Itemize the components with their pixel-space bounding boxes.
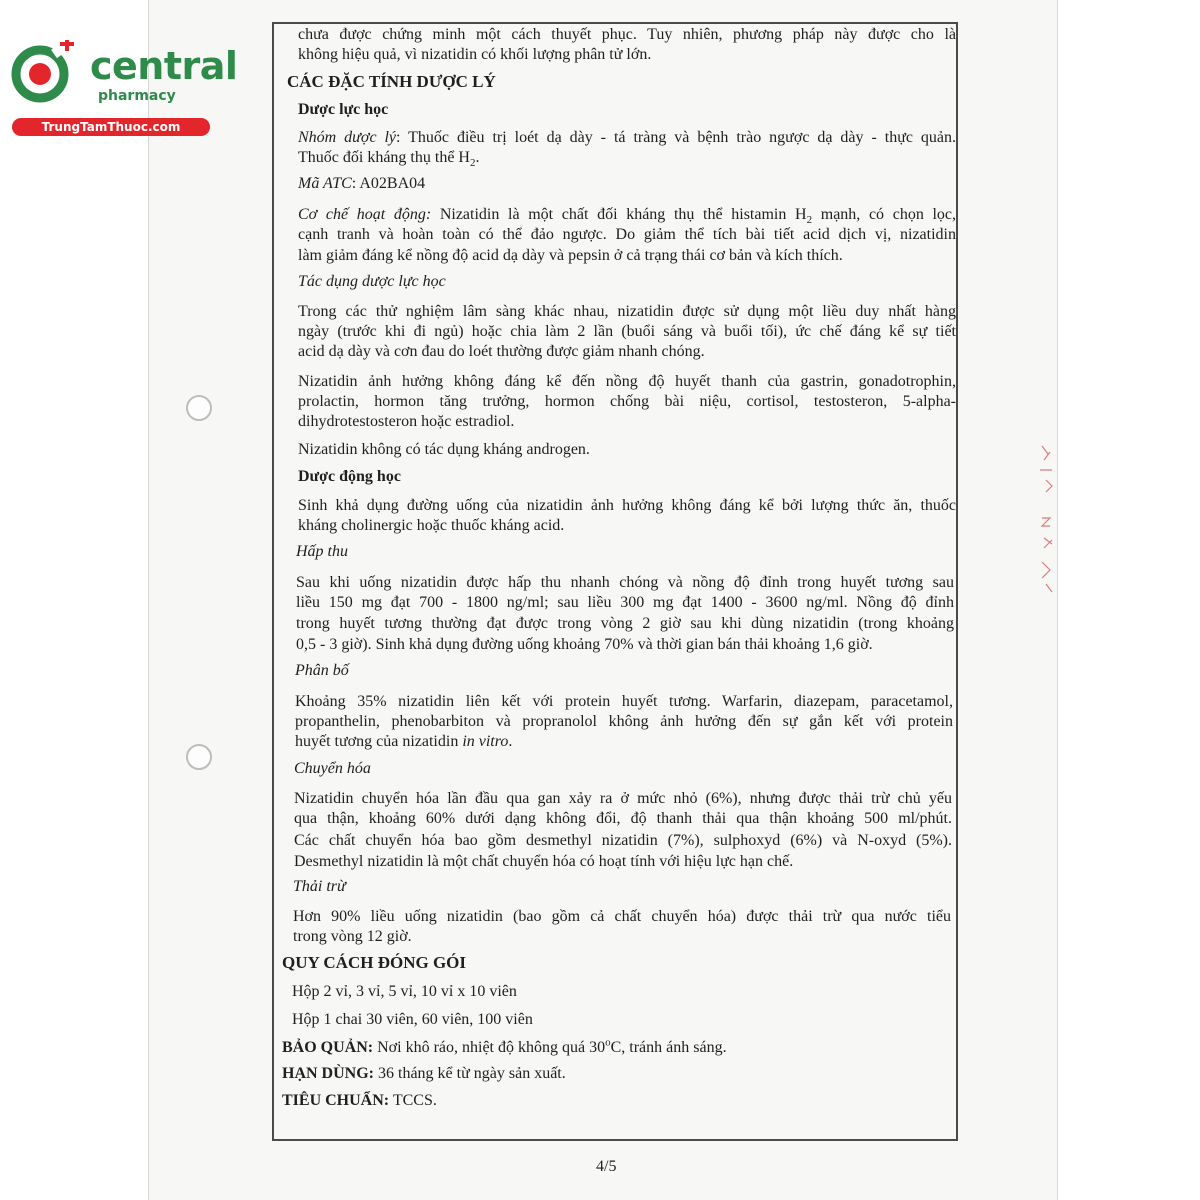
effects-line-6: dihydrotestosteron hoặc estradiol. xyxy=(298,413,515,430)
metabolism-line-2: qua thận, khoảng 60% dưới dạng không đổi, độ thanh thải qua thận khoảng 500 ml/phút. xyxy=(294,810,952,827)
page-number: 4/5 xyxy=(596,1158,617,1175)
intro-line-2: không hiệu quả, vì nizatidin có khối lượng phân tử lớn. xyxy=(298,46,652,63)
absorption-line-1: Sau khi uống nizatidin được hấp thu nhanh chóng và nồng độ đỉnh trong huyết tương sau xyxy=(296,574,954,591)
absorption-line-4: 0,5 - 3 giờ). Sinh khả dụng đường uống khoảng 70% và thời gian bán thải khoảng 1,6 giờ. xyxy=(296,636,873,653)
storage-label: BẢO QUẢN: xyxy=(282,1039,374,1056)
subheading-pharmacokinetics: Dược động học xyxy=(298,468,401,485)
effects-line-1: Trong các thử nghiệm lâm sàng khác nhau, nizatidin được sử dụng một liều duy nhất hàng xyxy=(298,303,956,320)
distribution-label: Phân bố xyxy=(295,662,349,679)
group-text-2-end: . xyxy=(475,149,480,166)
effects-line-4: Nizatidin ảnh hưởng không đáng kể đến nồng độ huyết thanh của gastrin, gonadotrophin, xyxy=(298,373,956,390)
metabolism-line-4: Desmethyl nizatidin là một chất chuyển hóa có hoạt tính với hiệu lực hạn chế. xyxy=(294,853,794,870)
group-text-1: : Thuốc điều trị loét dạ dày - tá tràng và bệnh trào ngược dạ dày - thực quản. xyxy=(396,129,957,146)
group-text-2-sub: 2 xyxy=(469,157,476,170)
absorption-line-3: trong huyết tương thường đạt được trong vòng 2 giờ sau khi dùng nizatidin (trong khoảng xyxy=(296,615,954,632)
mechanism-line-3: làm giảm đáng kể nồng độ acid dạ dày và pepsin ở cả trạng thái cơ bản và kích thích. xyxy=(298,247,843,264)
distribution-in-vitro: in vitro xyxy=(462,733,509,750)
metabolism-line-1: Nizatidin chuyển hóa lần đầu qua gan xảy ra ở mức nhỏ (6%), nhưng được thải trừ chủ yếu xyxy=(294,790,952,807)
punch-hole-bottom xyxy=(186,744,212,770)
pk-line-2: kháng cholinergic hoặc thuốc kháng acid. xyxy=(298,517,565,534)
storage-degree: o xyxy=(605,1036,611,1049)
absorption-label: Hấp thu xyxy=(296,543,348,560)
effects-line-5: prolactin, hormon tăng trưởng, hormon chống bài niệu, cortisol, testosteron, 5-alpha- xyxy=(298,393,956,410)
excretion-line-2: trong vòng 12 giờ. xyxy=(293,928,412,945)
shelf-life-text: 36 tháng kể từ ngày sản xuất. xyxy=(374,1065,566,1082)
brand-logo xyxy=(10,38,238,136)
shelf-life-line xyxy=(282,1064,566,1084)
punch-hole-top xyxy=(186,395,212,421)
group-text-2: Thuốc đối kháng thụ thể H xyxy=(298,149,470,166)
absorption-line-2: liều 150 mg đạt 700 - 1800 ng/ml; sau liều 300 mg đạt 1400 - 3600 ng/ml. Nồng độ đỉnh xyxy=(296,594,954,611)
central-pharmacy-logo-icon xyxy=(10,40,80,104)
mechanism-line-2: cạnh tranh và hoàn toàn có thể đảo ngược. Do giảm thể tích bài tiết acid dịch vị, nizatidin xyxy=(298,226,956,243)
atc-value: : A02BA04 xyxy=(351,175,426,192)
group-line-2 xyxy=(298,148,479,168)
mechanism-text-1: Nizatidin là một chất đối kháng thụ thể histamin H xyxy=(431,206,807,223)
distribution-line-2: propanthelin, phenobarbiton và propranolol không ảnh hưởng đến sự gắn kết với protein xyxy=(295,713,953,730)
atc-line xyxy=(298,174,425,194)
brand-name: central xyxy=(90,44,238,88)
atc-label: Mã ATC xyxy=(298,175,352,192)
distribution-line-3 xyxy=(295,732,512,752)
intro-line-1: chưa được chứng minh một cách thuyết phục. Tuy nhiên, phương pháp này được cho là xyxy=(298,26,956,43)
packaging-line-1: Hộp 2 vỉ, 3 vỉ, 5 vỉ, 10 vỉ x 10 viên xyxy=(292,983,517,1000)
distribution-line-1: Khoảng 35% nizatidin liên kết với protein huyết tương. Warfarin, diazepam, paracetamol, xyxy=(295,693,953,710)
effects-line-7: Nizatidin không có tác dụng kháng androgen. xyxy=(298,441,590,458)
packaging-line-2: Hộp 1 chai 30 viên, 60 viên, 100 viên xyxy=(292,1011,533,1028)
mechanism-sub: 2 xyxy=(806,214,813,227)
section-heading-packaging: QUY CÁCH ĐÓNG GÓI xyxy=(282,953,467,972)
subheading-pharmacodynamics: Dược lực học xyxy=(298,101,389,118)
brand-subtitle: pharmacy xyxy=(98,88,176,104)
storage-line xyxy=(282,1038,727,1058)
standard-label: TIÊU CHUẨN: xyxy=(282,1092,390,1109)
storage-text: Nơi khô ráo, nhiệt độ không quá 30 xyxy=(373,1039,606,1056)
effects-line-2: ngày (trước khi đi ngủ) hoặc chia làm 2 lần (buổi sáng và buổi tối), ức chế đáng kể sự tiết xyxy=(298,323,956,340)
standard-line xyxy=(282,1091,437,1111)
metabolism-line-3: Các chất chuyển hóa bao gồm desmethyl nizatidin (7%), sulphoxyd (6%) và N-oxyd (5%). xyxy=(294,832,952,849)
effects-label: Tác dụng dược lực học xyxy=(298,273,446,290)
standard-text: TCCS. xyxy=(389,1092,437,1109)
mechanism-line-1 xyxy=(298,205,956,225)
shelf-life-label: HẠN DÙNG: xyxy=(282,1065,374,1082)
mechanism-text-1-end: mạnh, có chọn lọc, xyxy=(812,206,957,223)
section-heading-pharmacology: CÁC ĐẶC TÍNH DƯỢC LÝ xyxy=(287,72,496,91)
storage-text-end: C, tránh ánh sáng. xyxy=(610,1039,727,1056)
stamp-fragment-icon xyxy=(1034,440,1060,600)
excretion-line-1: Hơn 90% liều uống nizatidin (bao gồm cả chất chuyển hóa) được thải trừ qua nước tiểu xyxy=(293,908,951,925)
metabolism-label: Chuyển hóa xyxy=(294,760,371,777)
group-line-1 xyxy=(298,128,956,148)
distribution-text-3-end: . xyxy=(508,733,513,750)
effects-line-3: acid dạ dày và cơn đau do loét thường được giảm nhanh chóng. xyxy=(298,343,705,360)
pk-line-1: Sinh khả dụng đường uống của nizatidin ảnh hưởng không đáng kể bởi lượng thức ăn, thuốc xyxy=(298,497,956,514)
distribution-text-3: huyết tương của nizatidin xyxy=(295,733,463,750)
mechanism-label: Cơ chế hoạt động: xyxy=(298,206,432,223)
group-label: Nhóm dược lý xyxy=(298,129,397,146)
brand-url: TrungTamThuoc.com xyxy=(12,118,210,136)
excretion-label: Thải trừ xyxy=(293,878,346,895)
